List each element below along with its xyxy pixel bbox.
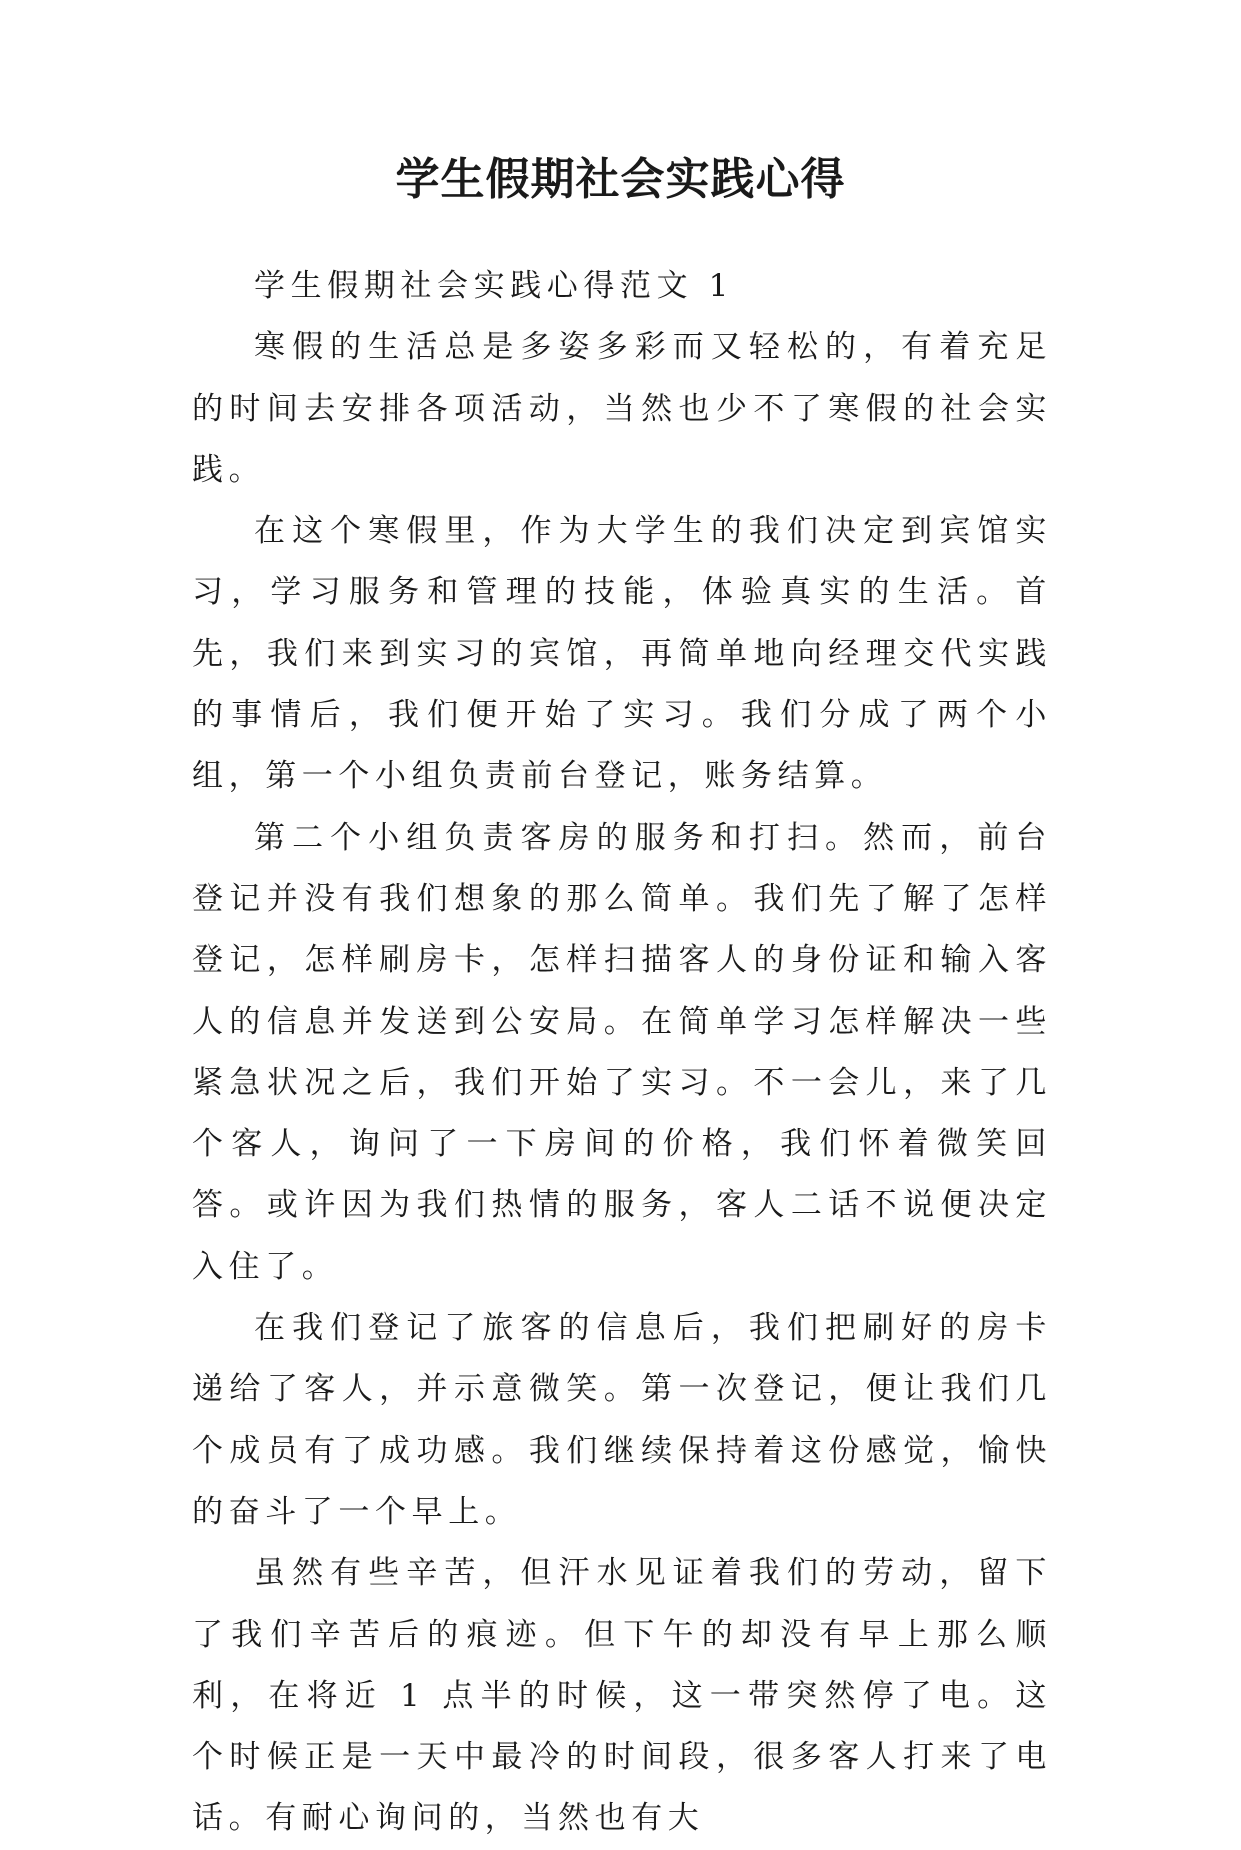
paragraph: 在我们登记了旅客的信息后，我们把刷好的房卡递给了客人，并示意微笑。第一次登记，便让我们几个成员有了成功感。我们继续保持着这份感觉，愉快的奋斗了一个早上。: [192, 1310, 1052, 1530]
paragraph: 在这个寒假里，作为大学生的我们决定到宾馆实习，学习服务和管理的技能，体验真实的生活。首先，我们来到实习的宾馆，再简单地向经理交代实践的事情后，我们便开始了实习。我们分成了两个小组，第一个小组负责前台登记，账务结算。: [192, 513, 1052, 795]
paragraph-heading: 学生假期社会实践心得范文 1: [254, 268, 734, 304]
paragraph: 虽然有些辛苦，但汗水见证着我们的劳动，留下了我们辛苦后的痕迹。但下午的却没有早上那么顺利，在将近 1 点半的时候，这一带突然停了电。这个时候正是一天中最冷的时间段，很多客人打来了电话。有耐心询问的，当然也有大: [192, 1555, 1052, 1837]
paragraph: 第二个小组负责客房的服务和打扫。然而，前台登记并没有我们想象的那么简单。我们先了解了怎样登记，怎样刷房卡，怎样扫描客人的身份证和输入客人的信息并发送到公安局。在简单学习怎样解决一些紧急状况之后，我们开始了实习。不一会儿，来了几个客人，询问了一下房间的价格，我们怀着微笑回答。或许因为我们热情的服务，客人二话不说便决定入住了。: [192, 819, 1052, 1285]
paragraph: 寒假的生活总是多姿多彩而又轻松的，有着充足的时间去安排各项活动，当然也少不了寒假的社会实践。: [192, 329, 1052, 488]
document-title: 学生假期社会实践心得: [395, 154, 846, 205]
document-body: [192, 256, 1052, 1850]
